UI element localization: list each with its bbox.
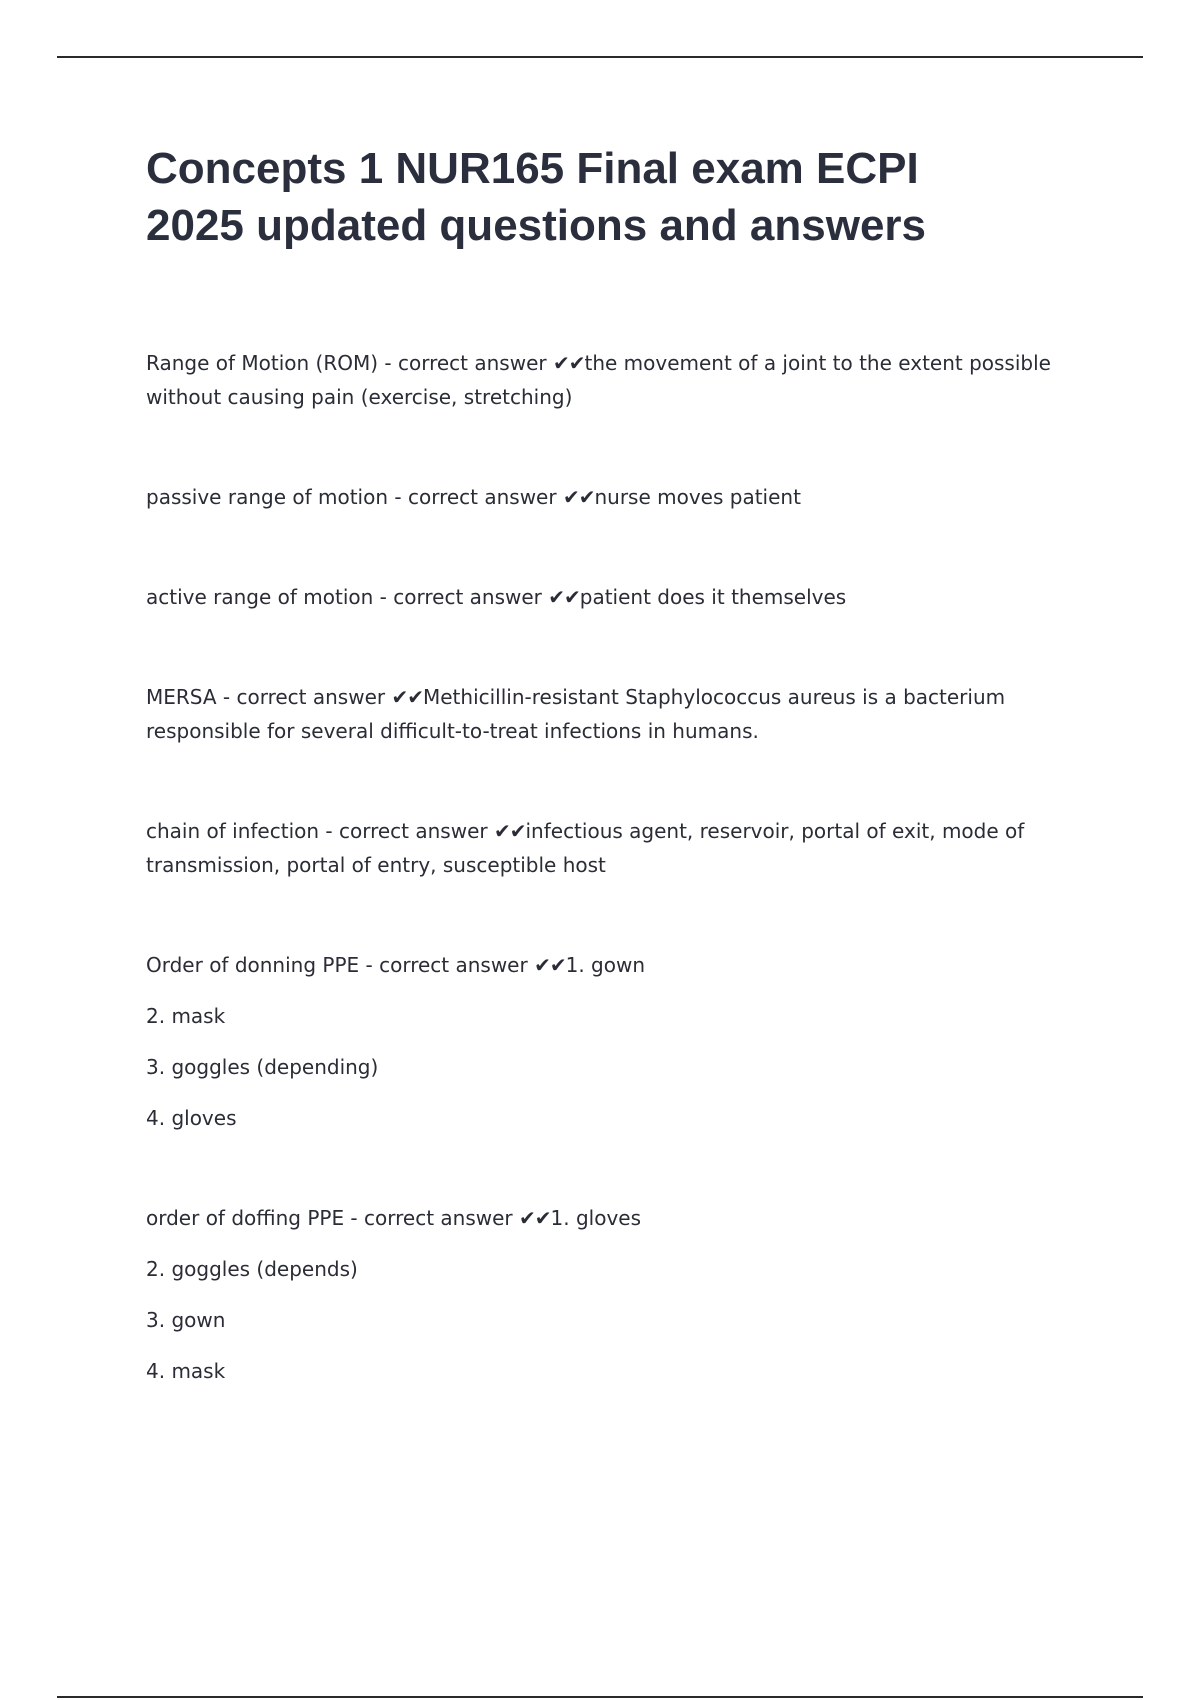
qa-separator: - correct answer	[373, 585, 549, 609]
qa-item	[146, 480, 1066, 514]
qa-term: active range of motion	[146, 585, 374, 609]
qa-list-step: 4. gloves	[146, 1106, 237, 1130]
qa-separator: - correct answer	[359, 953, 535, 977]
qa-answer-text: the movement of a joint to the extent possible	[584, 351, 1051, 375]
qa-continuation-line	[146, 714, 1066, 748]
qa-answer-text: Methicillin-resistant Staphylococcus aureus is a bacterium	[422, 685, 1006, 709]
bottom-rule	[57, 1696, 1143, 1698]
qa-term: passive range of motion	[146, 485, 389, 509]
qa-first-line	[146, 580, 1066, 614]
qa-answer-text: 1. gloves	[550, 1206, 642, 1230]
qa-list-step: 2. goggles (depends)	[146, 1257, 358, 1281]
qa-first-line	[146, 480, 1066, 514]
qa-list-step: 4. mask	[146, 1359, 226, 1383]
qa-item	[146, 1201, 1066, 1388]
qa-item	[146, 814, 1066, 882]
qa-answer-text: without causing pain (exercise, stretching)	[146, 385, 573, 409]
qa-separator: - correct answer	[344, 1206, 519, 1230]
qa-answer-text: nurse moves patient	[594, 485, 801, 509]
qa-list-step: 2. mask	[146, 1004, 226, 1028]
qa-term: MERSA	[146, 685, 217, 709]
qa-separator: - correct answer	[388, 485, 563, 509]
qa-term: Range of Motion (ROM)	[146, 351, 379, 375]
qa-item	[146, 680, 1066, 748]
check-mark-icon: ✔✔	[534, 953, 566, 977]
check-mark-icon: ✔✔	[548, 585, 580, 609]
title-line-2: 2025 updated questions and answers	[146, 201, 927, 250]
qa-first-line	[146, 814, 1066, 848]
check-mark-icon: ✔✔	[552, 351, 585, 375]
check-mark-icon: ✔✔	[391, 685, 423, 709]
qa-term: order of doffing PPE	[146, 1206, 345, 1230]
qa-separator: - correct answer	[216, 685, 392, 709]
qa-continuation-line	[146, 848, 1066, 882]
qa-first-line	[146, 1201, 1066, 1235]
qa-separator: - correct answer	[319, 819, 494, 843]
qa-answer-text: infectious agent, reservoir, portal of exit, mode of	[525, 819, 1025, 843]
qa-separator: - correct answer	[378, 351, 553, 375]
qa-answer-text: responsible for several difficult-to-treat infections in humans.	[146, 719, 759, 743]
top-rule	[57, 56, 1143, 58]
qa-term: chain of infection	[146, 819, 320, 843]
qa-answer-text: patient does it themselves	[579, 585, 847, 609]
qa-answer-text: 1. gown	[565, 953, 645, 977]
document-body	[146, 140, 1066, 1454]
qa-list-step: 3. gown	[146, 1308, 226, 1332]
qa-item	[146, 948, 1066, 1135]
check-mark-icon: ✔✔	[519, 1206, 551, 1230]
qa-first-line	[146, 948, 1066, 982]
qa-first-line	[146, 346, 1066, 380]
qa-list	[146, 346, 1066, 1388]
document-title	[146, 140, 1066, 254]
qa-term: Order of donning PPE	[146, 953, 360, 977]
qa-first-line	[146, 680, 1066, 714]
check-mark-icon: ✔✔	[493, 819, 526, 843]
qa-item	[146, 580, 1066, 614]
qa-continuation-line	[146, 380, 1066, 414]
qa-list-step: 3. goggles (depending)	[146, 1055, 379, 1079]
title-line-1: Concepts 1 NUR165 Final exam ECPI	[146, 144, 919, 193]
qa-answer-text: transmission, portal of entry, susceptible host	[146, 853, 606, 877]
check-mark-icon: ✔✔	[562, 485, 595, 509]
qa-item	[146, 346, 1066, 414]
